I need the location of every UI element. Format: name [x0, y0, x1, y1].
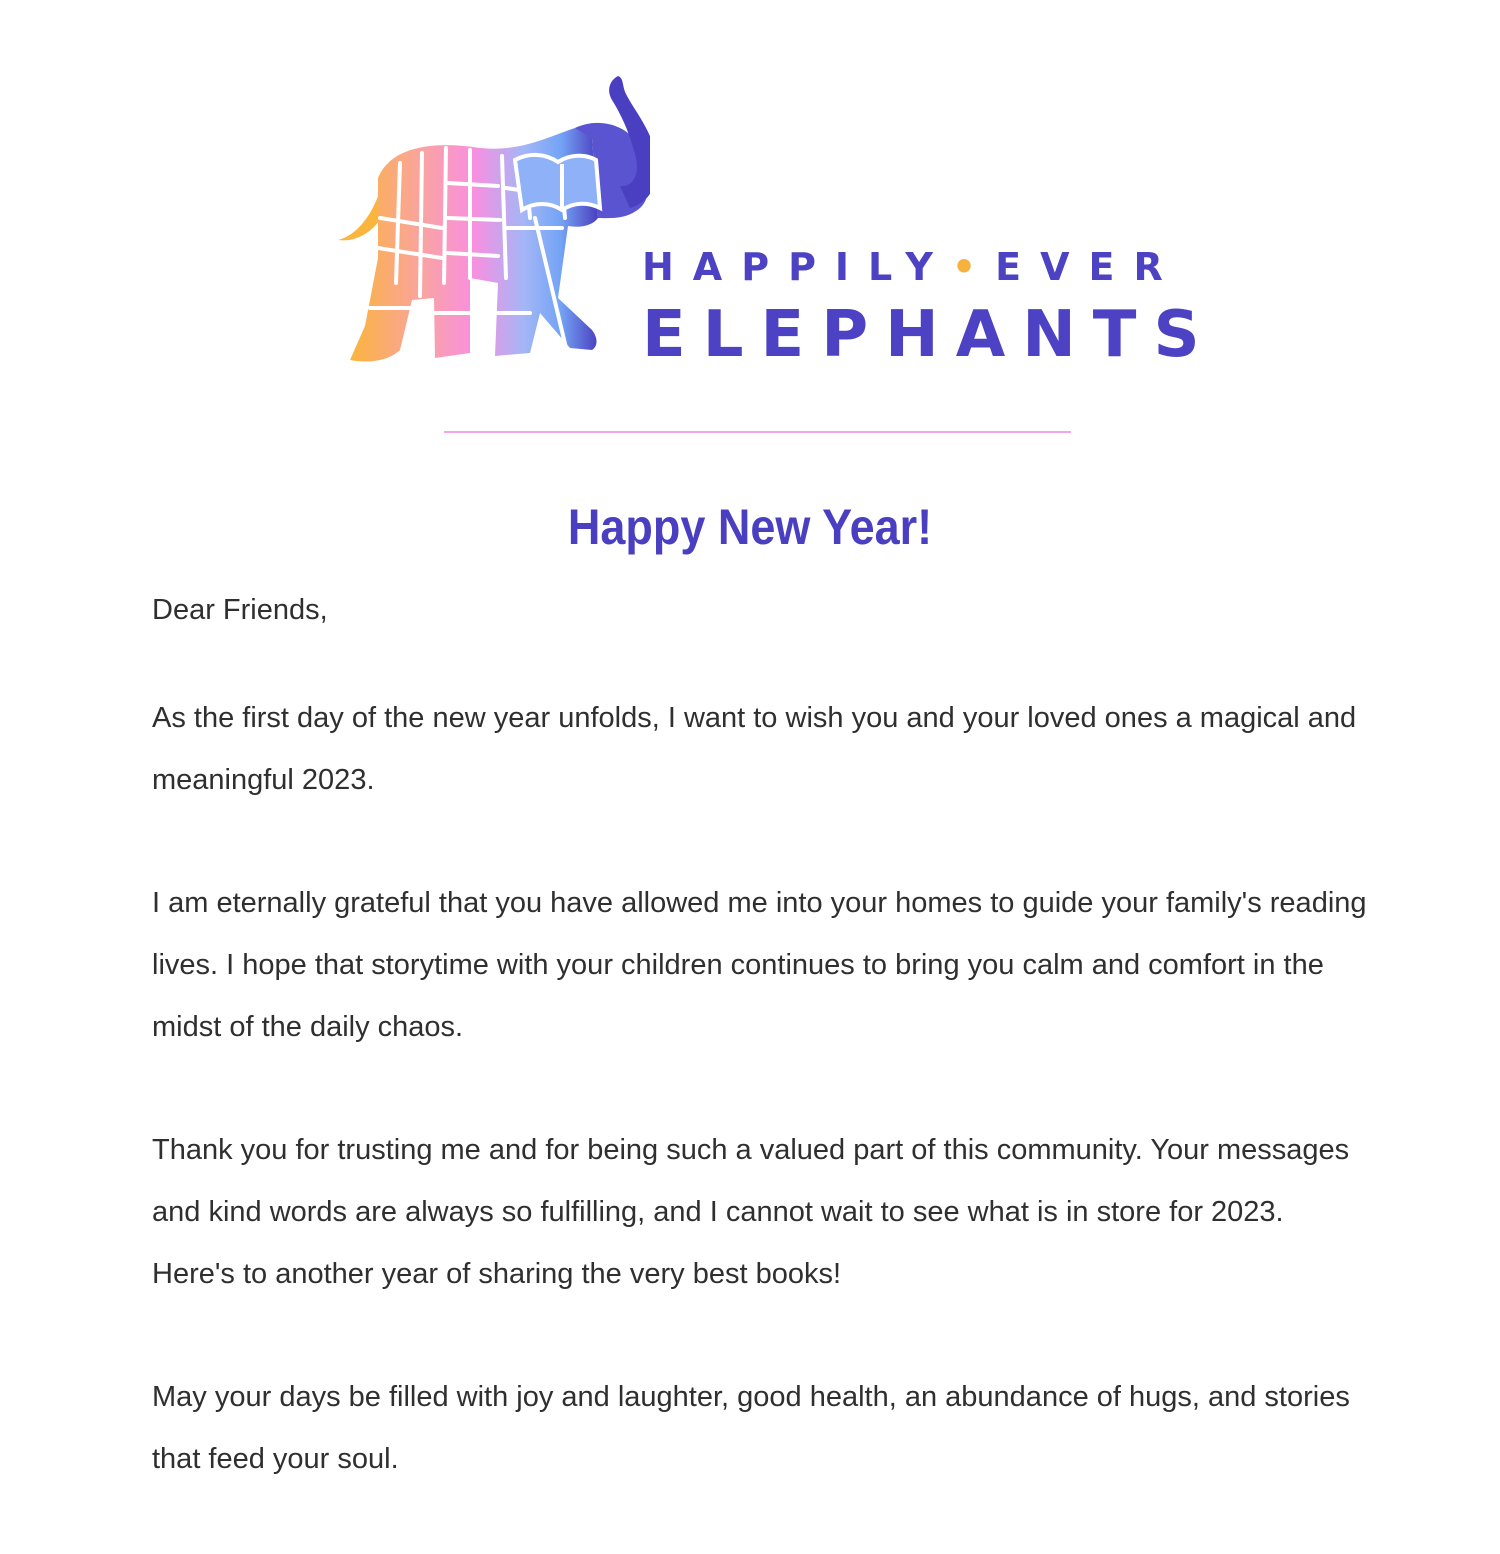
brand-separator-dot: • — [951, 245, 996, 289]
greeting-text: Dear Friends, — [152, 594, 328, 626]
brand-word-ever: EVER — [995, 245, 1182, 289]
email-headline: Happy New Year! — [567, 499, 933, 555]
brand-name-line2: ELEPHANTS — [642, 298, 1217, 372]
paragraph-4: May your days be filled with joy and laughter, good health, an abundance of hugs, and stories that feed your soul. — [152, 1381, 1350, 1475]
brand-logo[interactable] — [330, 68, 1217, 373]
header-divider — [444, 431, 1071, 433]
paragraph-1: As the first day of the new year unfolds, I want to wish you and your loved ones a magical and meaningful 2023. — [152, 702, 1357, 796]
brand-name-line1 — [642, 245, 1182, 289]
elephant-made-of-books-icon — [330, 68, 650, 373]
paragraph-2: I am eternally grateful that you have allowed me into your homes to guide your family's reading lives. I hope that storytime with your children continues to bring you calm and comfort in the midst of the daily chaos. — [152, 887, 1367, 1043]
paragraph-3: Thank you for trusting me and for being such a valued part of this community. Your messages and kind words are always so fulfilling, and I cannot wait to see what is in store for 2023. Here's to another year of sharing the very best books! — [152, 1134, 1350, 1290]
email-message — [152, 590, 1372, 1551]
brand-word-happily: HAPPILY — [642, 245, 952, 289]
